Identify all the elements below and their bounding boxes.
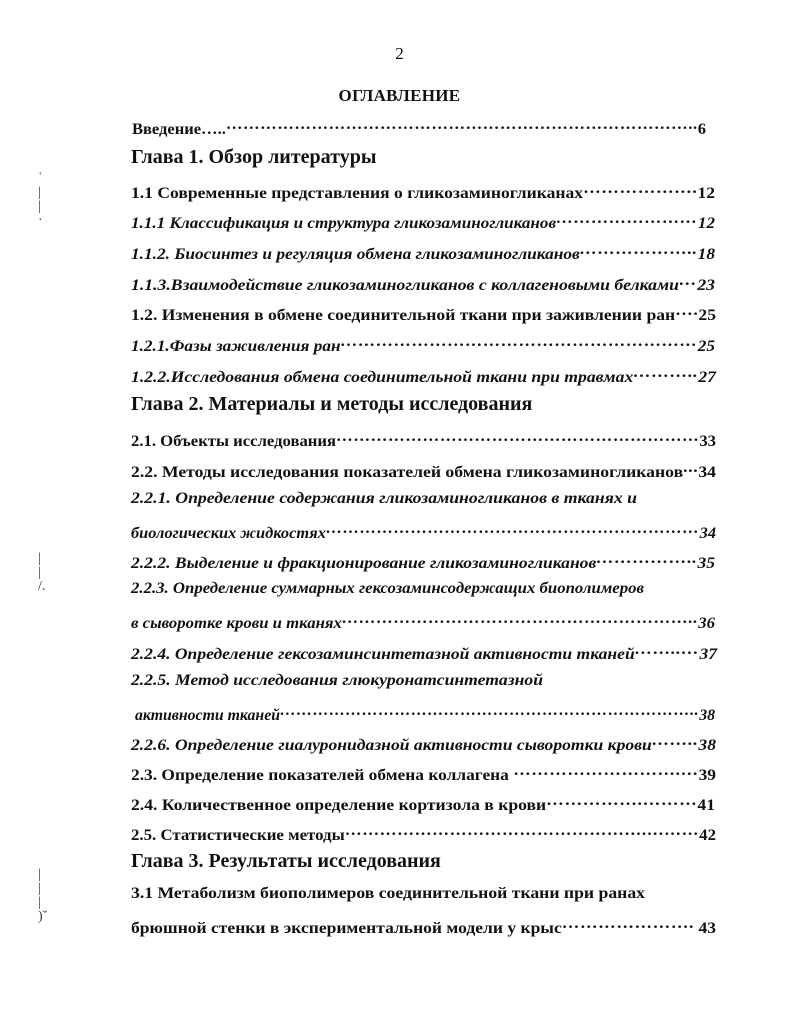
toc-leader: ……….. <box>633 364 699 381</box>
toc-chapter-2 <box>0 393 799 421</box>
toc-page: 38 <box>698 737 716 754</box>
toc-text: 2.2.1. Определение содержания гликозаминогликанов в тканях и <box>131 490 637 507</box>
toc-leader: … <box>678 272 698 289</box>
toc-text: активности тканей <box>135 707 281 724</box>
toc-entry-1-2-1 <box>0 333 799 357</box>
toc-leader: …………………………………………………… <box>340 333 698 350</box>
toc-text: 2.2. Методы исследования показателей обмена гликозаминогликанов <box>131 464 684 481</box>
page-title: ОГЛАВЛЕНИЕ <box>338 86 461 105</box>
toc-text: 2.2.6. Определение гиалуронидазной активности сыворотки крови <box>131 737 652 754</box>
toc-entry-3-1 <box>0 885 799 909</box>
toc-page: 36 <box>698 615 715 632</box>
toc-leader: …………….……… <box>546 792 698 809</box>
toc-leader: ………………………………………………………… <box>325 520 700 537</box>
toc-entry-2-2-6 <box>0 732 799 756</box>
toc-leader: …………………. <box>561 915 695 932</box>
toc-leader: ……………………….… <box>513 762 699 779</box>
toc-page: 39 <box>698 767 716 784</box>
toc-page: 25 <box>697 338 715 355</box>
toc-text: 2.2.2. Выделение и фракционирование гликозаминогликанов <box>131 555 597 572</box>
toc-text: Глава 2. Материалы и методы исследования <box>131 393 533 415</box>
toc-leader: …………………………………………………….. <box>341 610 699 627</box>
toc-entry-1-1-3 <box>0 272 799 296</box>
toc-text: 1.1.1 Классификация и структура гликозаминогликанов <box>131 215 557 232</box>
toc-page: 42 <box>699 827 716 844</box>
toc-leader: ... <box>683 459 699 476</box>
toc-entry-2-2-3-cont <box>0 610 799 634</box>
toc-text: Глава 3. Результаты исследования <box>131 850 441 872</box>
toc-text: 2.2.4. Определение гексозаминсинтетазной активности тканей <box>131 646 635 663</box>
toc-text: брюшной стенки в экспериментальной модели у крыс <box>131 920 562 937</box>
toc-page: 37 <box>699 646 717 663</box>
toc-entry-1-2 <box>0 302 799 326</box>
toc-entry-2-2-5 <box>0 672 799 696</box>
toc-page: 33 <box>699 433 716 450</box>
toc-entry-2-2-4 <box>0 641 799 665</box>
toc-text: 2.3. Определение показателей обмена коллагена <box>131 767 514 784</box>
toc-entry-2-3 <box>0 762 799 786</box>
toc-text: 2.2.3. Определение суммарных гексозаминсодержащих биополимеров <box>131 580 644 597</box>
toc-page: 41 <box>697 797 715 814</box>
page-number: 2 <box>395 44 404 63</box>
toc-page: 27 <box>698 369 716 386</box>
margin-mark-middle: | | /. <box>38 551 46 594</box>
toc-text: 1.1.2. Биосинтез и регуляция обмена гликозаминогликанов <box>131 246 580 263</box>
toc-page: 25 <box>698 307 716 324</box>
toc-leader: …….. <box>651 732 699 749</box>
toc-entry-introduction <box>0 116 799 140</box>
toc-page: 12 <box>697 215 715 232</box>
toc-entry-1-1 <box>0 180 799 204</box>
toc-entry-2-4 <box>0 792 799 816</box>
toc-leader: …. <box>675 302 699 319</box>
toc-entry-2-5 <box>0 822 799 846</box>
toc-leader: …………………… <box>556 210 698 227</box>
toc-entry-2-2-1 <box>0 490 799 514</box>
toc-entry-2-2-1-cont <box>0 520 799 544</box>
toc-text: 3.1 Метаболизм биополимеров соединительной ткани при ранах <box>131 885 645 902</box>
toc-text: 1.1 Современные представления о гликозаминогликанах <box>131 185 584 202</box>
toc-text: 1.2.1.Фазы заживления ран <box>131 338 341 355</box>
toc-entry-1-2-2 <box>0 364 799 388</box>
margin-mark-bottom: | | | )ˇ <box>38 867 48 924</box>
toc-page: 18 <box>697 246 715 263</box>
toc-text: в сыворотке крови и тканях <box>131 615 342 632</box>
toc-page: 38 <box>699 707 715 724</box>
toc-entry-3-1-cont <box>0 915 799 939</box>
toc-entry-1-1-1 <box>0 210 799 234</box>
toc-page: 23 <box>697 277 715 294</box>
toc-entry-2-2-2 <box>0 550 799 574</box>
toc-entry-2-1 <box>0 428 799 452</box>
toc-entry-2-2-5-cont <box>0 702 799 726</box>
toc-page: 6 <box>697 121 706 138</box>
toc-leader: ………………………………………………………………….. <box>280 702 700 719</box>
toc-page: 43 <box>694 920 716 937</box>
toc-text: 1.1.3.Взаимодействие гликозаминогликанов с коллагеновыми белками <box>131 277 679 294</box>
toc-text: Введение….. <box>132 121 226 138</box>
toc-text: 2.1. Объекты исследования <box>131 433 337 450</box>
toc-leader: ………………. <box>583 180 698 197</box>
toc-entry-2-2-3 <box>0 580 799 604</box>
toc-leader: ……………………………………………………… <box>336 428 700 445</box>
toc-page: 34 <box>698 464 716 481</box>
toc-leader: ……………….. <box>579 241 698 258</box>
toc-leader: …………………………………………….……… <box>344 822 700 839</box>
toc-chapter-1 <box>0 146 799 174</box>
toc-page: 12 <box>697 185 715 202</box>
toc-page: 35 <box>697 555 715 572</box>
toc-text: 2.5. Статистические методы <box>131 827 345 844</box>
toc-text: 1.2. Изменения в обмене соединительной ткани при заживлении ран <box>131 307 676 324</box>
toc-text: 2.4. Количественное определение кортизола в крови <box>131 797 547 814</box>
toc-page: 34 <box>699 525 716 542</box>
toc-leader: ……..… <box>634 641 700 658</box>
toc-text: Глава 1. Обзор литературы <box>131 146 377 168</box>
margin-mark-top: ʿ | | · <box>38 171 43 228</box>
toc-leader: ……………………………………………………………………….. <box>225 116 698 133</box>
toc-entry-1-1-2 <box>0 241 799 265</box>
toc-entry-2-2 <box>0 459 799 483</box>
toc-text: 1.2.2.Исследования обмена соединительной ткани при травмах <box>131 369 634 386</box>
toc-chapter-3 <box>0 850 799 878</box>
toc-leader: …………….. <box>596 550 698 567</box>
toc-text: биологических жидкостях <box>131 525 326 542</box>
toc-text: 2.2.5. Метод исследования глюкуронатсинтетазной <box>131 672 543 689</box>
